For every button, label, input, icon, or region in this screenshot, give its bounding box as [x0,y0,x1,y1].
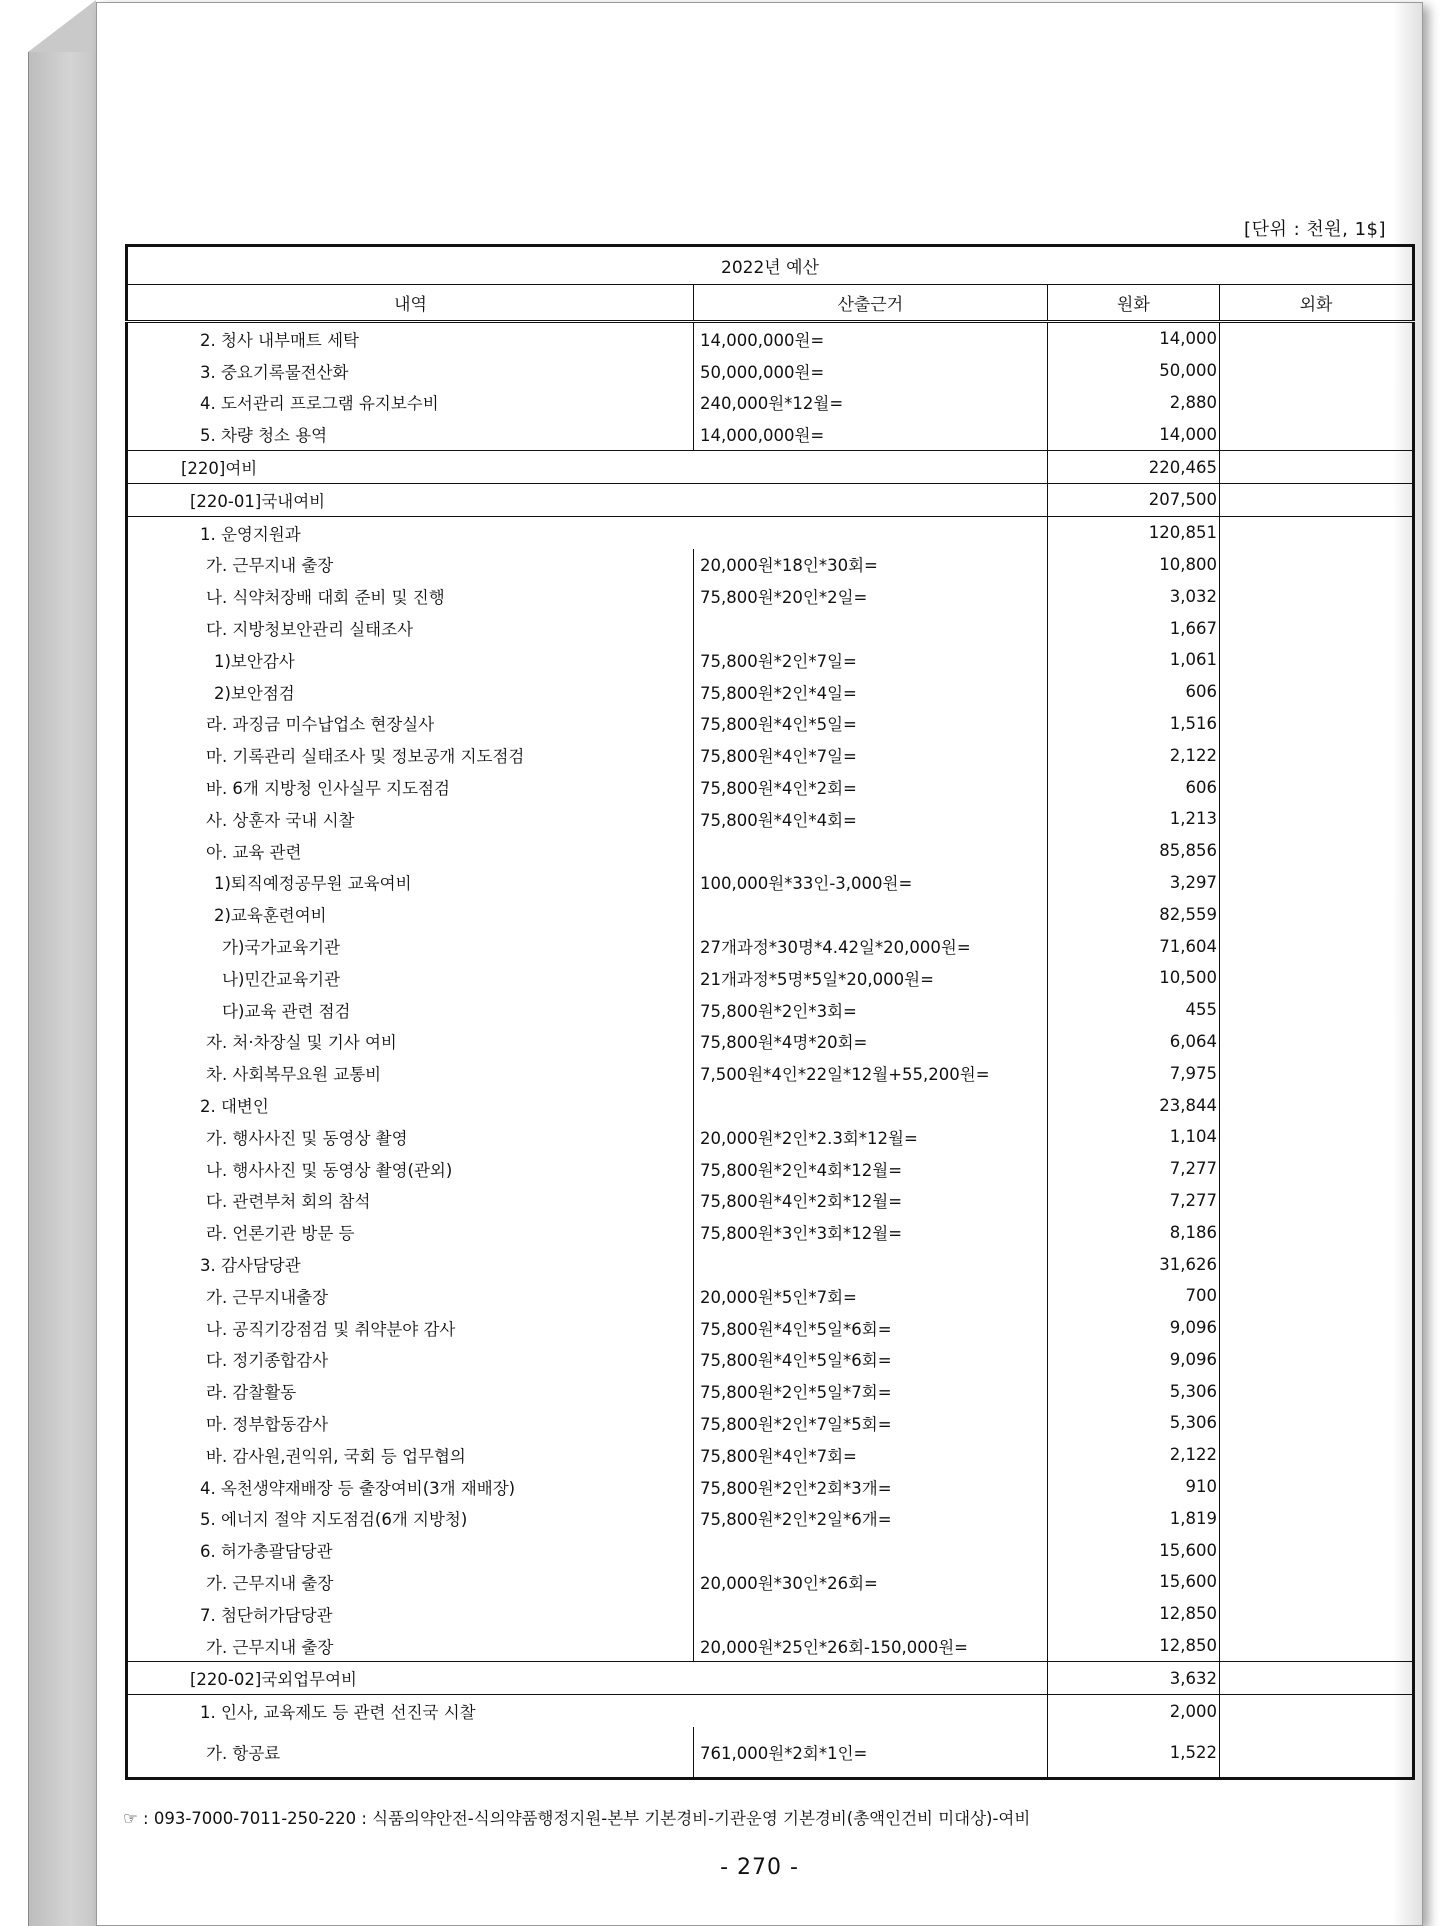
row-krw-amount: 2,880 [1047,387,1219,419]
unit-label: [단위 : 천원, 1$] [1244,219,1386,240]
row-calculation [693,483,1047,516]
row-description: 2)보안점검 [214,683,295,703]
row-krw-amount: 1,213 [1047,803,1219,835]
header-description: 내역 [127,285,694,322]
table-row [127,1375,1414,1407]
row-description: 3. 감사담당관 [200,1256,301,1275]
row-krw-amount: 3,632 [1047,1662,1219,1695]
row-description: 라. 과징금 미수납업소 현장실사 [206,715,435,735]
row-krw-amount: 2,122 [1047,739,1219,771]
row-calculation: 75,800원*4인*7회= [693,1439,1047,1471]
row-calculation: 100,000원*33인-3,000원= [693,867,1047,899]
table-body [127,322,1414,1779]
table-row [127,1216,1414,1248]
row-foreign-amount [1220,1566,1414,1598]
row-krw-amount: 1,522 [1047,1727,1219,1779]
row-krw-amount: 15,600 [1047,1566,1219,1598]
row-foreign-amount [1220,1216,1414,1248]
table-row [127,355,1414,387]
table-row [127,1248,1414,1280]
table-row [127,1598,1414,1630]
row-krw-amount: 7,277 [1047,1185,1219,1217]
table-row [127,1695,1414,1727]
page-number: - 270 - [720,1855,799,1880]
row-foreign-amount [1220,1727,1414,1779]
row-foreign-amount [1220,803,1414,835]
row-description: 1)퇴직예정공무원 교육여비 [214,874,412,894]
row-krw-amount: 12,850 [1047,1630,1219,1662]
table-row [127,1534,1414,1566]
row-description: 다. 정기종합감사 [206,1351,329,1371]
row-krw-amount: 606 [1047,676,1219,708]
row-description: 1. 운영지원과 [127,516,694,548]
row-foreign-amount [1220,994,1414,1026]
row-calculation: 75,800원*2인*2회*3개= [693,1471,1047,1503]
binder-edge [0,0,96,1926]
row-description: 1. 인사, 교육제도 등 관련 선진국 시찰 [127,1695,694,1727]
row-description: 나. 행사사진 및 동영상 촬영(관외) [206,1160,453,1180]
table-row [127,930,1414,962]
row-foreign-amount [1220,1502,1414,1534]
row-calculation: 7,500원*4인*22일*12월+55,200원= [693,1057,1047,1089]
row-krw-amount: 3,297 [1047,867,1219,899]
budget-table [125,244,1415,1780]
row-calculation: 240,000원*12월= [693,387,1047,419]
row-foreign-amount [1220,1407,1414,1439]
row-calculation [693,1089,1047,1121]
table-row [127,867,1414,899]
row-calculation [693,1598,1047,1630]
row-calculation [693,1534,1047,1566]
row-description: 나. 식약처장배 대회 준비 및 진행 [206,588,445,608]
row-krw-amount: 5,306 [1047,1407,1219,1439]
row-description: 마. 정부합동감사 [206,1414,329,1434]
binder-top [28,0,96,52]
row-calculation: 14,000,000원= [693,418,1047,450]
table-row [127,1439,1414,1471]
row-krw-amount: 71,604 [1047,930,1219,962]
row-krw-amount: 2,000 [1047,1695,1219,1727]
row-foreign-amount [1220,549,1414,581]
row-description: 2. 대변인 [200,1097,269,1117]
row-krw-amount: 31,626 [1047,1248,1219,1280]
table-row [127,612,1414,644]
row-calculation: 75,800원*20인*2일= [693,580,1047,612]
row-krw-amount: 2,122 [1047,1439,1219,1471]
row-krw-amount: 7,277 [1047,1153,1219,1185]
table-row [127,516,1414,548]
row-foreign-amount [1220,355,1414,387]
table-row [127,1344,1414,1376]
header-calculation-basis: 산출근거 [693,285,1047,322]
row-description: 5. 차량 청소 용역 [200,426,328,446]
row-krw-amount: 120,851 [1047,516,1219,548]
table-row [127,1057,1414,1089]
row-krw-amount: 1,667 [1047,612,1219,644]
row-calculation: 21개과정*5명*5일*20,000원= [693,962,1047,994]
row-calculation: 75,800원*2인*3회= [693,994,1047,1026]
row-krw-amount: 9,096 [1047,1312,1219,1344]
row-krw-amount: 606 [1047,771,1219,803]
row-foreign-amount [1220,1598,1414,1630]
table-row [127,1407,1414,1439]
table-row [127,835,1414,867]
row-krw-amount: 3,032 [1047,580,1219,612]
table-header-row [127,285,1414,322]
row-calculation: 14,000,000원= [693,322,1047,355]
row-calculation: 75,800원*4인*7일= [693,739,1047,771]
row-foreign-amount [1220,1057,1414,1089]
table-row [127,1185,1414,1217]
row-foreign-amount [1220,1153,1414,1185]
row-calculation: 75,800원*4명*20회= [693,1026,1047,1058]
row-krw-amount: 15,600 [1047,1534,1219,1566]
table-row [127,962,1414,994]
table-row [127,1727,1414,1779]
row-calculation: 27개과정*30명*4.42일*20,000원= [693,930,1047,962]
row-foreign-amount [1220,708,1414,740]
row-description: 라. 언론기관 방문 등 [206,1224,355,1244]
row-krw-amount: 455 [1047,994,1219,1026]
row-krw-amount: 910 [1047,1471,1219,1503]
row-description: 4. 도서관리 프로그램 유지보수비 [200,394,439,414]
row-krw-amount: 23,844 [1047,1089,1219,1121]
row-krw-amount: 220,465 [1047,451,1219,484]
row-foreign-amount [1220,1630,1414,1662]
table-row [127,483,1414,516]
row-calculation: 75,800원*2인*5일*7회= [693,1375,1047,1407]
row-krw-amount: 700 [1047,1280,1219,1312]
row-krw-amount: 207,500 [1047,483,1219,516]
table-row [127,580,1414,612]
table-row [127,1280,1414,1312]
table-row [127,1502,1414,1534]
row-calculation: 75,800원*4인*2회= [693,771,1047,803]
row-calculation: 75,800원*4인*5일*6회= [693,1312,1047,1344]
row-calculation: 50,000,000원= [693,355,1047,387]
row-krw-amount: 12,850 [1047,1598,1219,1630]
row-description: 바. 6개 지방청 인사실무 지도점검 [206,779,450,799]
row-krw-amount: 1,061 [1047,644,1219,676]
row-description: 자. 처·차장실 및 기사 여비 [206,1033,397,1053]
row-calculation: 75,800원*3인*3회*12월= [693,1216,1047,1248]
row-krw-amount: 10,500 [1047,962,1219,994]
table-row [127,387,1414,419]
row-description: 가. 행사사진 및 동영상 촬영 [206,1128,408,1148]
row-description: 3. 중요기록물전산화 [200,362,349,382]
row-calculation: 20,000원*25인*26회-150,000원= [693,1630,1047,1662]
table-row [127,451,1414,484]
row-krw-amount: 85,856 [1047,835,1219,867]
row-calculation: 75,800원*4인*5일*6회= [693,1344,1047,1376]
row-foreign-amount [1220,1089,1414,1121]
row-calculation [693,1248,1047,1280]
table-row [127,708,1414,740]
row-calculation: 75,800원*4인*4회= [693,803,1047,835]
row-description: 가. 근무지내출장 [206,1287,329,1307]
row-foreign-amount [1220,930,1414,962]
row-description: 다. 지방청보안관리 실태조사 [206,620,414,640]
row-calculation: 20,000원*2인*2.3회*12월= [693,1121,1047,1153]
row-foreign-amount [1220,1026,1414,1058]
row-foreign-amount [1220,1344,1414,1376]
row-foreign-amount [1220,771,1414,803]
row-foreign-amount [1220,644,1414,676]
row-description: 7. 첨단허가담당관 [200,1605,333,1625]
row-description: 바. 감사원,권익위, 국회 등 업무협의 [206,1446,466,1466]
row-description: 아. 교육 관련 [206,842,302,862]
row-calculation [693,1662,1047,1695]
row-foreign-amount [1220,1662,1414,1695]
row-krw-amount: 14,000 [1047,418,1219,450]
table-row [127,1312,1414,1344]
row-description: 가. 근무지내 출장 [206,1573,334,1593]
row-description: 6. 허가총괄담당관 [200,1542,333,1562]
row-description: 2)교육훈련여비 [214,906,327,926]
row-foreign-amount [1220,612,1414,644]
row-calculation: 75,800원*2인*7일= [693,644,1047,676]
row-calculation [693,451,1047,484]
row-krw-amount: 5,306 [1047,1375,1219,1407]
row-description: 라. 감찰활동 [206,1383,297,1403]
table-row [127,803,1414,835]
row-description: 나. 공직기강점검 및 취약분야 감사 [206,1319,456,1339]
row-foreign-amount [1220,1471,1414,1503]
row-foreign-amount [1220,1121,1414,1153]
row-calculation: 75,800원*2인*7일*5회= [693,1407,1047,1439]
row-foreign-amount [1220,451,1414,484]
table-row [127,1026,1414,1058]
row-krw-amount: 1,104 [1047,1121,1219,1153]
row-description: [220-02]국외업무여비 [127,1662,694,1695]
row-description: 4. 옥천생약재배장 등 출장여비(3개 재배장) [200,1478,516,1498]
table-row [127,1153,1414,1185]
row-foreign-amount [1220,1280,1414,1312]
row-calculation: 20,000원*18인*30회= [693,549,1047,581]
table-row [127,549,1414,581]
row-description: 다. 관련부처 회의 참석 [206,1192,371,1212]
row-foreign-amount [1220,322,1414,355]
row-description: 5. 에너지 절약 지도점검(6개 지방청) [200,1510,468,1530]
row-description: 마. 기록관리 실태조사 및 정보공개 지도점검 [206,747,525,767]
header-krw: 원화 [1047,285,1219,322]
row-foreign-amount [1220,1185,1414,1217]
row-foreign-amount [1220,1312,1414,1344]
header-foreign-currency: 외화 [1220,285,1414,322]
table-row [127,644,1414,676]
row-description: 차. 사회복무요원 교통비 [206,1065,382,1085]
footnote: ☞ : 093-7000-7011-250-220 : 식품의약안전-식의약품행정지원-본부 기본경비-기관운영 기본경비(총액인건비 미대상)-여비 [123,1809,1031,1828]
row-description: 사. 상훈자 국내 시찰 [206,810,355,830]
row-calculation [693,835,1047,867]
table-row [127,739,1414,771]
table-row [127,1662,1414,1695]
table-row [127,322,1414,355]
row-calculation: 75,800원*2인*4일= [693,676,1047,708]
row-krw-amount: 1,516 [1047,708,1219,740]
row-krw-amount: 8,186 [1047,1216,1219,1248]
row-calculation [693,612,1047,644]
row-calculation [693,1695,1047,1727]
table-row [127,994,1414,1026]
row-krw-amount: 82,559 [1047,898,1219,930]
row-foreign-amount [1220,1534,1414,1566]
row-description: 2. 청사 내부매트 세탁 [200,330,359,350]
table-row [127,418,1414,450]
row-calculation: 75,800원*4인*5일= [693,708,1047,740]
row-foreign-amount [1220,676,1414,708]
row-foreign-amount [1220,1695,1414,1727]
row-foreign-amount [1220,867,1414,899]
row-calculation: 75,800원*2인*4회*12월= [693,1153,1047,1185]
row-foreign-amount [1220,387,1414,419]
row-description: 다)교육 관련 점검 [222,1001,351,1021]
row-krw-amount: 1,819 [1047,1502,1219,1534]
table-row [127,1471,1414,1503]
row-description: 가. 항공료 [206,1744,281,1764]
row-description: 1)보안감사 [214,651,295,671]
row-calculation: 20,000원*5인*7회= [693,1280,1047,1312]
row-krw-amount: 14,000 [1047,322,1219,355]
row-krw-amount: 50,000 [1047,355,1219,387]
row-calculation [693,898,1047,930]
row-foreign-amount [1220,418,1414,450]
row-krw-amount: 10,800 [1047,549,1219,581]
row-description: 가. 근무지내 출장 [206,556,334,576]
table-row [127,1566,1414,1598]
row-description: [220]여비 [127,451,694,484]
row-calculation: 75,800원*4인*2회*12월= [693,1185,1047,1217]
table-title: 2022년 예산 [127,246,1414,285]
document-page [96,2,1423,1926]
table-row [127,771,1414,803]
table-row [127,898,1414,930]
row-foreign-amount [1220,483,1414,516]
row-foreign-amount [1220,962,1414,994]
row-krw-amount: 7,975 [1047,1057,1219,1089]
table-row [127,1121,1414,1153]
row-description: 나)민간교육기관 [222,969,341,989]
table-row [127,1089,1414,1121]
row-foreign-amount [1220,580,1414,612]
row-foreign-amount [1220,739,1414,771]
row-description: 가. 근무지내 출장 [206,1637,334,1657]
row-calculation: 20,000원*30인*26회= [693,1566,1047,1598]
row-foreign-amount [1220,1375,1414,1407]
row-foreign-amount [1220,516,1414,548]
table-title-row [127,246,1414,285]
row-foreign-amount [1220,1248,1414,1280]
row-description: 가)국가교육기관 [222,938,341,958]
row-description: [220-01]국내여비 [127,483,694,516]
row-calculation [693,516,1047,548]
row-foreign-amount [1220,835,1414,867]
row-foreign-amount [1220,1439,1414,1471]
binder-strip [28,52,97,1926]
row-calculation: 75,800원*2인*2일*6개= [693,1502,1047,1534]
row-foreign-amount [1220,898,1414,930]
row-calculation: 761,000원*2회*1인= [693,1727,1047,1779]
row-krw-amount: 9,096 [1047,1344,1219,1376]
row-krw-amount: 6,064 [1047,1026,1219,1058]
table-row [127,1630,1414,1662]
table-row [127,676,1414,708]
